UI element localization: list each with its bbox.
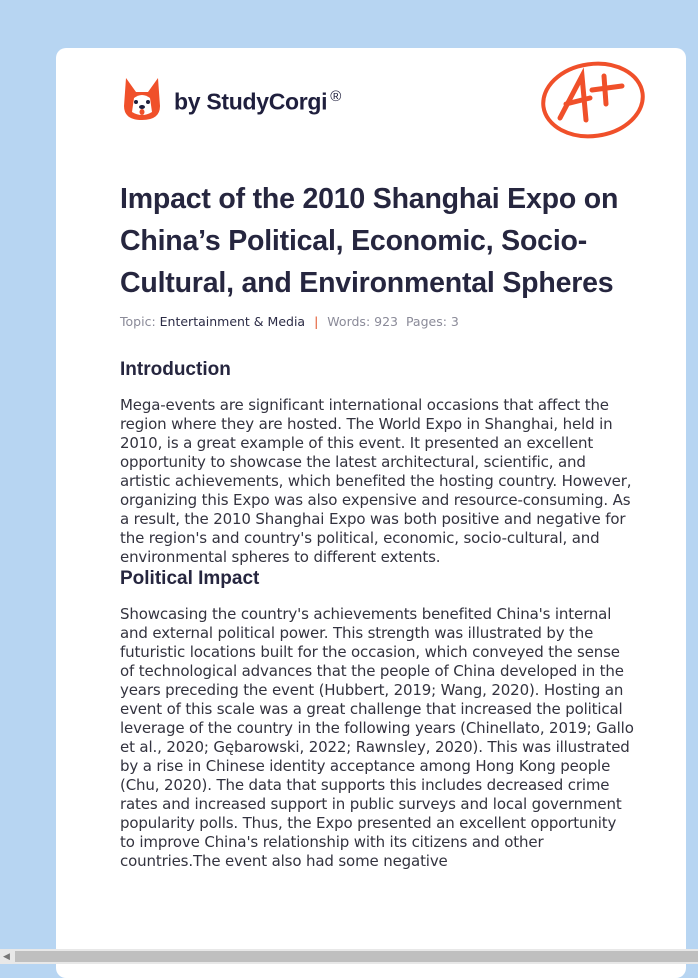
a-plus-grade-icon	[538, 58, 650, 142]
document-card	[56, 48, 686, 978]
brand-name: by StudyCorgi ®	[174, 88, 342, 115]
scroll-left-icon[interactable]: ◀	[3, 952, 10, 962]
section-paragraph: Showcasing the country's achievements benefited China's internal and external political power. This strength was illustrated by the futuristic locations built for the occasion, which conveyed the sense of technological advances that the people of China developed in the years preceding the event (Hubbert, 2019; Wang, 2020). Hosting an event of this scale was a great challenge that increased the political leverage of the country in the following years (Chinellato, 2019; Gallo et al., 2020; Gębarowski, 2022; Rawnsley, 2020). This was illustrated by a rise in Chinese identity acceptance among Hong Kong people (Chu, 2020). The data that supports this includes decreased crime rates and increased support in public surveys and local government popularity polls. Thus, the Expo presented an excellent opportunity to improve China's relationship with its citizens and other countries.The event also had some negative	[120, 605, 634, 870]
article-meta: Topic: Entertainment & Media | Words: 923 Pages: 3	[120, 314, 459, 329]
topic-link[interactable]: Entertainment & Media	[159, 314, 306, 329]
section-heading: Introduction	[120, 359, 231, 380]
section-paragraph: Mega-events are significant international occasions that affect the region where they are hosted. The World Expo in Shanghai, held in 2010, is a great example of this event. It presented an excellent opportunity to showcase the latest architectural, scientific, and artistic achievements, which benefited the hosting country. However, organizing this Expo was also expensive and resource-consuming. As a result, the 2010 Shanghai Expo was both positive and negative for the region's and country's political, economic, socio-cultural, and environmental spheres to different extents.	[120, 396, 632, 566]
corgi-icon	[122, 76, 162, 122]
horizontal-scrollbar[interactable]	[0, 949, 698, 964]
page-title: Impact of the 2010 Shanghai Expo on China’s Political, Economic, Socio-Cultural, and Environmental Spheres	[120, 183, 619, 299]
scrollbar-thumb[interactable]	[15, 951, 698, 962]
section-heading: Political Impact	[120, 568, 260, 589]
studycorgi-logo[interactable]	[122, 76, 341, 122]
